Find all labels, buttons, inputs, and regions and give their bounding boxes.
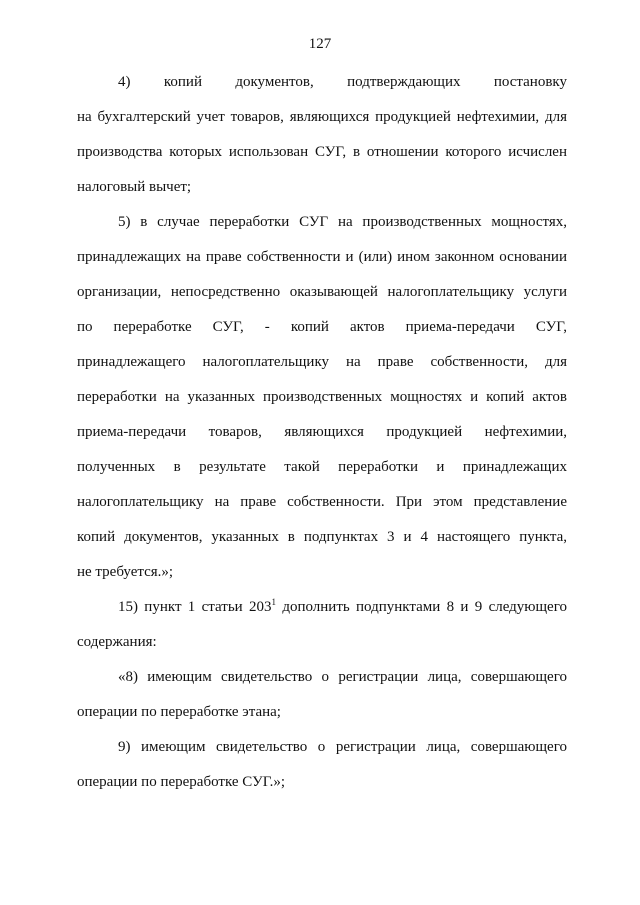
text-line: принадлежащего налогоплательщику на праве собственности, для <box>77 354 567 370</box>
text-line: 5) в случае переработки СУГ на производственных мощностях, <box>118 214 567 230</box>
text-line: приема-передачи товаров, являющихся продукцией нефтехимии, <box>77 424 567 440</box>
text-line: полученных в результате такой переработки и принадлежащих <box>77 459 567 475</box>
text-line: на бухгалтерский учет товаров, являющихся продукцией нефтехимии, для <box>77 109 567 125</box>
text-line: принадлежащих на праве собственности и (или) ином законном основании <box>77 249 567 265</box>
text-line: организации, непосредственно оказывающей налогоплательщику услуги <box>77 284 567 300</box>
text-line: переработки на указанных производственных мощностях и копий актов <box>77 389 567 405</box>
text-line: налогоплательщику на праве собственности. При этом представление <box>77 494 567 510</box>
text-line: не требуется.»; <box>77 564 174 580</box>
text-line: операции по переработке этана; <box>77 704 281 720</box>
text-line: по переработке СУГ, - копий актов приема-передачи СУГ, <box>77 319 567 335</box>
text-line: «8) имеющим свидетельство о регистрации лица, совершающего <box>118 669 567 685</box>
text-line: содержания: <box>77 634 157 650</box>
text-line: копий документов, указанных в подпунктах 3 и 4 настоящего пункта, <box>77 529 567 545</box>
text-line: операции по переработке СУГ.»; <box>77 774 286 790</box>
superscript: 1 <box>271 597 277 607</box>
page-number: 127 <box>308 36 332 52</box>
text-segment: дополнить подпунктами 8 и 9 следующего <box>276 599 567 615</box>
text-line: 9) имеющим свидетельство о регистрации лица, совершающего <box>118 739 567 755</box>
text-line: налоговый вычет; <box>77 179 192 195</box>
text-line <box>118 598 567 616</box>
text-line: 4) копий документов, подтверждающих постановку <box>118 74 567 90</box>
text-segment: 15) пункт 1 статьи 203 <box>118 599 272 615</box>
text-line: производства которых использован СУГ, в отношении которого исчислен <box>77 144 567 160</box>
